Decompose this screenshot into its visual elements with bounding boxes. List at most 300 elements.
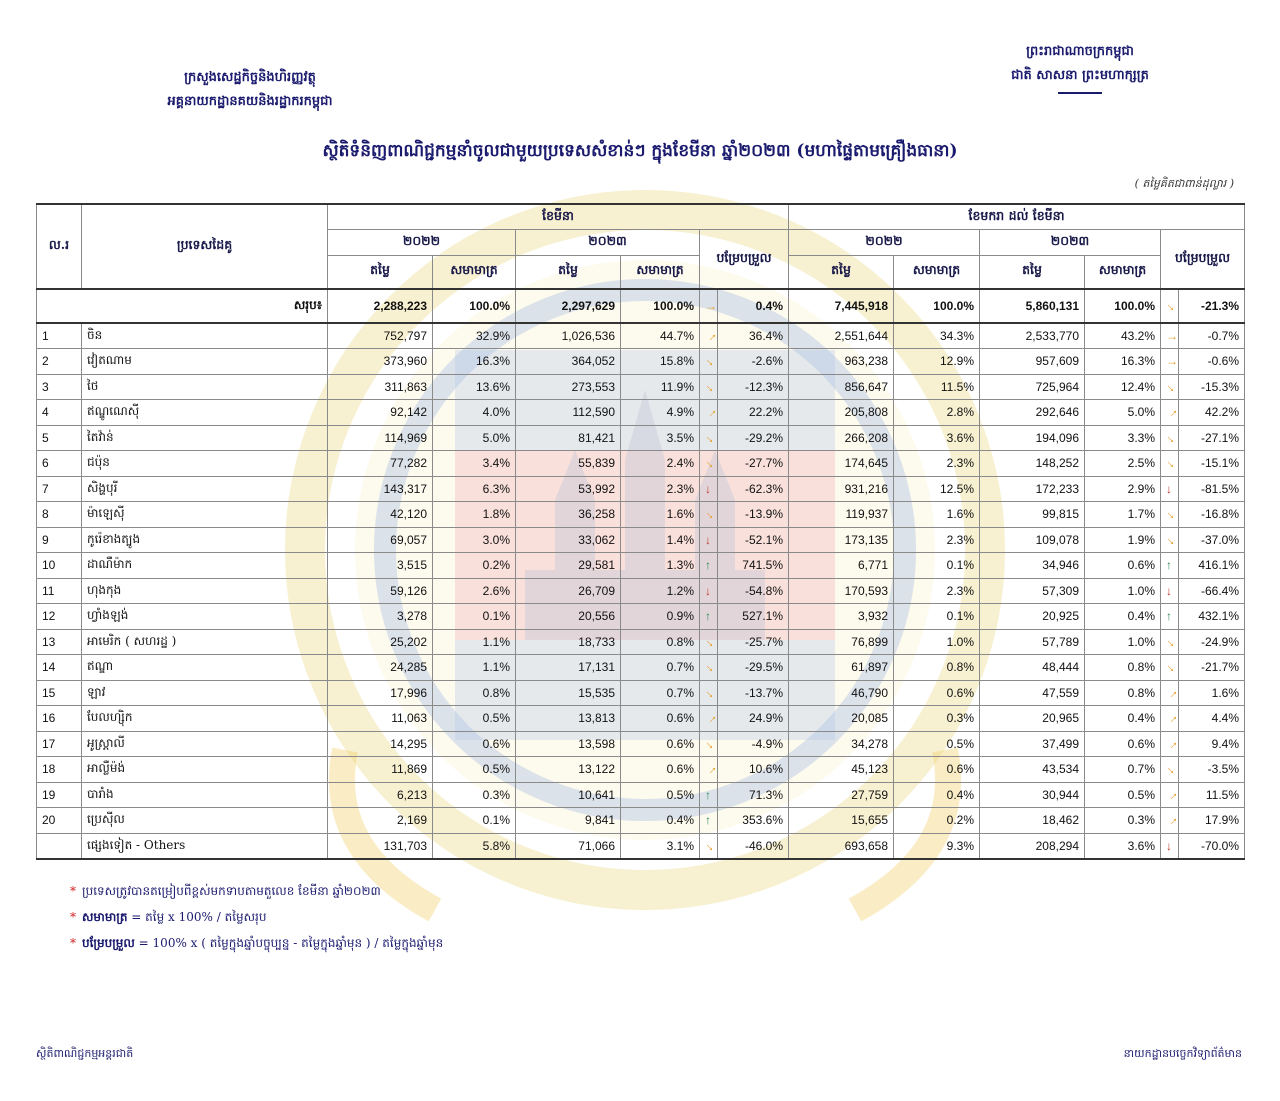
month-2023-value: 71,066 [516, 833, 621, 859]
month-2023-value: 20,556 [516, 604, 621, 630]
ytd-2022-share: 12.9% [894, 349, 980, 375]
department-name: អគ្គនាយកដ្ឋានគយនិងរដ្ឋាករកម្ពុជា [167, 94, 333, 109]
total-ytd-trend-icon [1161, 289, 1182, 323]
ytd-2023-value: 99,815 [980, 502, 1085, 528]
country-name: កូរ៉េខាងត្បូង [82, 527, 328, 553]
table-row [37, 553, 1245, 579]
month-change: -4.9% [718, 731, 789, 757]
down-arrow-icon: ↓ [1166, 481, 1172, 496]
ytd-2023-value: 292,646 [980, 400, 1085, 426]
up-arrow-icon: ↑ [705, 558, 711, 573]
total-ytd-2023-share: 100.0% [1085, 289, 1161, 323]
month-2022-share: 16.3% [433, 349, 516, 375]
month-change: -13.7% [718, 680, 789, 706]
right-arrow-icon: → [705, 299, 717, 313]
ytd-2023-share: 2.5% [1085, 451, 1161, 477]
month-trend-icon [700, 400, 721, 426]
month-trend-icon [700, 374, 721, 400]
ytd-2023-value: 109,078 [980, 527, 1085, 553]
country-name: តៃវ៉ាន់ [82, 425, 328, 451]
group-header-month: ខែមីនា [328, 204, 789, 230]
ytd-2022-share: 11.5% [894, 374, 980, 400]
country-name: ជប៉ុន [82, 451, 328, 477]
month-2022-value: 11,063 [328, 706, 433, 732]
ytd-trend-icon [1161, 808, 1182, 834]
down-right-arrow-icon: → [1162, 505, 1182, 524]
month-2023-value: 13,598 [516, 731, 621, 757]
ytd-2022-share: 12.5% [894, 476, 980, 502]
month-change: 71.3% [718, 782, 789, 808]
month-change: -46.0% [718, 833, 789, 859]
month-2022-share: 0.1% [433, 808, 516, 834]
table-row [37, 808, 1245, 834]
month-2023-share: 0.6% [621, 706, 700, 732]
month-2023-share: 2.4% [621, 451, 700, 477]
ytd-2023-share: 0.7% [1085, 757, 1161, 783]
row-number: 12 [37, 604, 82, 630]
month-trend-icon [700, 833, 721, 859]
ytd-2022-share: 0.1% [894, 553, 980, 579]
month-2022-value: 14,295 [328, 731, 433, 757]
month-2023-share: 11.9% [621, 374, 700, 400]
ytd-trend-icon [1161, 655, 1182, 681]
ytd-change: -0.7% [1179, 323, 1245, 349]
month-2022-share: 0.6% [433, 731, 516, 757]
month-2023-share: 3.1% [621, 833, 700, 859]
up-right-arrow-icon: → [1162, 683, 1182, 702]
table-row [37, 706, 1245, 732]
month-trend-icon [700, 680, 721, 706]
ytd-trend-icon [1161, 476, 1179, 502]
up-right-arrow-icon: → [701, 709, 721, 728]
total-month-2022-share: 100.0% [433, 289, 516, 323]
ytd-2022-value: 3,932 [789, 604, 894, 630]
ytd-2022-share: 2.3% [894, 527, 980, 553]
header-divider [1058, 92, 1102, 94]
month-change: -29.2% [718, 425, 789, 451]
import-statistics-table [36, 203, 1245, 860]
month-trend-icon [700, 604, 718, 630]
ytd-2022-value: 931,216 [789, 476, 894, 502]
ytd-2022-share: 1.0% [894, 629, 980, 655]
month-trend-icon [700, 578, 718, 604]
ministry-name: ក្រសួងសេដ្ឋកិច្ចនិងហិរញ្ញវត្ថុ [184, 70, 316, 85]
country-name: វៀតណាម [82, 349, 328, 375]
ytd-trend-icon [1161, 604, 1179, 630]
table-row [37, 757, 1245, 783]
month-change: 741.5% [718, 553, 789, 579]
ytd-2022-share: 2.3% [894, 451, 980, 477]
table-row [37, 833, 1245, 859]
month-2022-share: 1.1% [433, 655, 516, 681]
share-header: សមាមាត្រ [621, 255, 700, 289]
kingdom-header [960, 40, 1200, 94]
down-right-arrow-icon: → [701, 734, 721, 753]
ytd-change: -37.0% [1179, 527, 1245, 553]
month-change: -13.9% [718, 502, 789, 528]
total-row [37, 289, 1245, 323]
ytd-2023-share: 0.6% [1085, 553, 1161, 579]
table-row [37, 782, 1245, 808]
down-arrow-icon: ↓ [705, 532, 711, 547]
value-header: តម្លៃ [980, 255, 1085, 289]
table-row [37, 604, 1245, 630]
row-number: 17 [37, 731, 82, 757]
row-number: 18 [37, 757, 82, 783]
ytd-2022-value: 15,655 [789, 808, 894, 834]
ytd-change: 4.4% [1179, 706, 1245, 732]
footnote-change-formula: * បម្រែបម្រួល = 100% x ( តម្លៃក្នុងឆ្នាំបច្ចុប្បន្ន - តម្លៃក្នុងឆ្នាំមុន ) / តម្លៃក្នុងឆ្នាំមុន [70, 936, 444, 950]
table-row [37, 629, 1245, 655]
month-2023-value: 81,421 [516, 425, 621, 451]
country-name: ឥណ្ឌូណេស៊ី [82, 400, 328, 426]
month-2023-value: 53,992 [516, 476, 621, 502]
total-month-2022-value: 2,288,223 [328, 289, 433, 323]
country-name: ថៃ [82, 374, 328, 400]
ytd-2022-value: 170,593 [789, 578, 894, 604]
table-row [37, 374, 1245, 400]
down-right-arrow-icon: → [1162, 454, 1182, 473]
month-2022-share: 4.0% [433, 400, 516, 426]
ytd-2023-value: 30,944 [980, 782, 1085, 808]
up-right-arrow-icon: → [1162, 403, 1182, 422]
month-2022-share: 0.1% [433, 604, 516, 630]
ytd-2023-share: 1.7% [1085, 502, 1161, 528]
month-change: 22.2% [718, 400, 789, 426]
month-2022-share: 0.8% [433, 680, 516, 706]
month-2022-value: 92,142 [328, 400, 433, 426]
ytd-change: 416.1% [1179, 553, 1245, 579]
table-row [37, 451, 1245, 477]
month-2022-value: 25,202 [328, 629, 433, 655]
ytd-trend-icon [1161, 425, 1182, 451]
ytd-2022-share: 0.6% [894, 757, 980, 783]
month-2023-value: 26,709 [516, 578, 621, 604]
asterisk-icon: * [70, 910, 76, 924]
value-header: តម្លៃ [516, 255, 621, 289]
ytd-trend-icon [1161, 680, 1182, 706]
month-2022-share: 3.4% [433, 451, 516, 477]
month-2023-share: 1.3% [621, 553, 700, 579]
month-trend-icon [700, 782, 718, 808]
table-row [37, 502, 1245, 528]
ytd-trend-icon [1161, 349, 1179, 375]
ytd-2023-share: 0.8% [1085, 680, 1161, 706]
month-2022-value: 2,169 [328, 808, 433, 834]
ytd-2022-share: 2.3% [894, 578, 980, 604]
country-name: ហុងកុង [82, 578, 328, 604]
ytd-change: -66.4% [1179, 578, 1245, 604]
ytd-2022-share: 0.4% [894, 782, 980, 808]
down-right-arrow-icon: → [701, 632, 721, 651]
up-arrow-icon: ↑ [705, 813, 711, 828]
row-number: 20 [37, 808, 82, 834]
ytd-2023-value: 20,925 [980, 604, 1085, 630]
ytd-change: -0.6% [1179, 349, 1245, 375]
ytd-2023-share: 3.3% [1085, 425, 1161, 451]
month-2023-share: 0.7% [621, 655, 700, 681]
month-2022-share: 5.8% [433, 833, 516, 859]
asterisk-icon: * [70, 884, 76, 898]
month-2023-share: 44.7% [621, 323, 700, 349]
country-name: ដាណឺម៉ាក [82, 553, 328, 579]
month-2023-share: 0.6% [621, 731, 700, 757]
up-arrow-icon: ↑ [1166, 558, 1172, 573]
value-header: តម្លៃ [789, 255, 894, 289]
up-right-arrow-icon: → [701, 760, 721, 779]
asterisk-icon: * [70, 936, 76, 950]
ytd-2023-value: 47,559 [980, 680, 1085, 706]
col-header-no: ល.រ [37, 204, 82, 289]
month-2023-value: 29,581 [516, 553, 621, 579]
ytd-2022-value: 205,808 [789, 400, 894, 426]
ytd-change: -21.7% [1179, 655, 1245, 681]
ytd-2023-value: 172,233 [980, 476, 1085, 502]
national-motto: ជាតិ សាសនា ព្រះមហាក្សត្រ [1011, 68, 1149, 83]
value-header: តម្លៃ [328, 255, 433, 289]
country-name: សិង្ហបុរី [82, 476, 328, 502]
footer-left: ស្ថិតិពាណិជ្ជកម្មអន្តរជាតិ [36, 1047, 134, 1060]
ytd-2023-share: 0.5% [1085, 782, 1161, 808]
ytd-2022-value: 34,278 [789, 731, 894, 757]
ytd-2023-share: 0.6% [1085, 731, 1161, 757]
footnote-share-formula: * សមាមាត្រ = តម្លៃ x 100% / តម្លៃសរុប [70, 910, 267, 924]
month-2022-share: 13.6% [433, 374, 516, 400]
right-arrow-icon: → [1166, 354, 1178, 369]
ytd-2023-share: 12.4% [1085, 374, 1161, 400]
ytd-change: 11.5% [1179, 782, 1245, 808]
table-row [37, 323, 1245, 349]
table-row [37, 425, 1245, 451]
total-month-trend-icon [700, 289, 718, 323]
up-right-arrow-icon: → [1162, 734, 1182, 753]
month-2023-value: 10,641 [516, 782, 621, 808]
ytd-2022-value: 46,790 [789, 680, 894, 706]
unit-note: ( តម្លៃគិតជាពាន់ដុល្លារ ) [1134, 177, 1234, 190]
total-ytd-2023-value: 5,860,131 [980, 289, 1085, 323]
month-2022-value: 11,869 [328, 757, 433, 783]
year-header-month-2023: ២០២៣ [516, 230, 700, 256]
month-2022-value: 143,317 [328, 476, 433, 502]
month-trend-icon [700, 527, 718, 553]
down-arrow-icon: ↓ [1166, 583, 1172, 598]
month-2022-value: 24,285 [328, 655, 433, 681]
ytd-2023-share: 0.4% [1085, 706, 1161, 732]
country-name: អាល្លឺម៉ង់ [82, 757, 328, 783]
total-month-change: 0.4% [718, 289, 789, 323]
ytd-change: 17.9% [1179, 808, 1245, 834]
row-number: 13 [37, 629, 82, 655]
up-right-arrow-icon: → [701, 403, 721, 422]
month-2022-value: 3,278 [328, 604, 433, 630]
ytd-change: 42.2% [1179, 400, 1245, 426]
ytd-change: -3.5% [1179, 757, 1245, 783]
ytd-2023-share: 1.9% [1085, 527, 1161, 553]
total-ytd-2022-value: 7,445,918 [789, 289, 894, 323]
row-number [37, 833, 82, 859]
country-name: ប្រេស៊ីល [82, 808, 328, 834]
share-header: សមាមាត្រ [894, 255, 980, 289]
total-ytd-change: -21.3% [1179, 289, 1245, 323]
ytd-2022-share: 0.5% [894, 731, 980, 757]
country-name: ចិន [82, 323, 328, 349]
row-number: 8 [37, 502, 82, 528]
month-change: -62.3% [718, 476, 789, 502]
month-2023-value: 273,553 [516, 374, 621, 400]
ytd-change: -15.3% [1179, 374, 1245, 400]
ytd-trend-icon [1161, 629, 1182, 655]
ytd-2023-share: 43.2% [1085, 323, 1161, 349]
month-change: -25.7% [718, 629, 789, 655]
ytd-2023-value: 194,096 [980, 425, 1085, 451]
up-arrow-icon: ↑ [705, 787, 711, 802]
month-change: 24.9% [718, 706, 789, 732]
ytd-change: -24.9% [1179, 629, 1245, 655]
ytd-trend-icon [1161, 578, 1179, 604]
footnote-sorting: * ប្រទេសត្រូវបានតម្រៀបពីខ្ពស់មកទាបតាមតួលេខ ខែមីនា ឆ្នាំ២០២៣ [70, 884, 381, 898]
month-2023-share: 0.9% [621, 604, 700, 630]
ytd-2023-value: 725,964 [980, 374, 1085, 400]
month-trend-icon [700, 425, 721, 451]
down-right-arrow-icon: → [1162, 428, 1182, 447]
down-arrow-icon: ↓ [705, 583, 711, 598]
row-number: 5 [37, 425, 82, 451]
ytd-change: -16.8% [1179, 502, 1245, 528]
year-header-month-2022: ២០២២ [328, 230, 516, 256]
row-number: 4 [37, 400, 82, 426]
row-number: 7 [37, 476, 82, 502]
ytd-trend-icon [1161, 451, 1182, 477]
ytd-2023-value: 37,499 [980, 731, 1085, 757]
kingdom-name: ព្រះរាជាណាចក្រកម្ពុជា [1026, 44, 1134, 59]
month-2023-share: 1.4% [621, 527, 700, 553]
row-number: 10 [37, 553, 82, 579]
ytd-change: -81.5% [1179, 476, 1245, 502]
row-number: 3 [37, 374, 82, 400]
row-number: 16 [37, 706, 82, 732]
month-2023-share: 0.5% [621, 782, 700, 808]
down-right-arrow-icon: → [701, 377, 721, 396]
ytd-2022-value: 174,645 [789, 451, 894, 477]
ytd-trend-icon [1161, 527, 1182, 553]
down-arrow-icon: ↓ [705, 481, 711, 496]
ytd-2022-share: 0.1% [894, 604, 980, 630]
year-header-ytd-2023: ២០២៣ [980, 230, 1161, 256]
month-2022-value: 131,703 [328, 833, 433, 859]
row-number: 9 [37, 527, 82, 553]
ytd-2023-value: 48,444 [980, 655, 1085, 681]
country-name: ឥណ្ឌា [82, 655, 328, 681]
month-2022-share: 2.6% [433, 578, 516, 604]
month-2022-value: 3,515 [328, 553, 433, 579]
ytd-2022-value: 76,899 [789, 629, 894, 655]
month-2022-share: 32.9% [433, 323, 516, 349]
month-trend-icon [700, 502, 721, 528]
footer-right: នាយកដ្ឋានបច្ចេកវិទ្យាព័ត៌មាន [1123, 1047, 1242, 1060]
ytd-2023-value: 18,462 [980, 808, 1085, 834]
month-2023-value: 36,258 [516, 502, 621, 528]
ytd-2023-value: 57,309 [980, 578, 1085, 604]
up-right-arrow-icon: → [1162, 709, 1182, 728]
ytd-2022-value: 119,937 [789, 502, 894, 528]
down-right-arrow-icon: → [701, 454, 721, 473]
ytd-2022-share: 0.2% [894, 808, 980, 834]
ytd-2023-value: 57,789 [980, 629, 1085, 655]
ytd-2022-value: 45,123 [789, 757, 894, 783]
ytd-2023-value: 20,965 [980, 706, 1085, 732]
ministry-header [120, 66, 380, 114]
row-number: 1 [37, 323, 82, 349]
ytd-change: -70.0% [1179, 833, 1245, 859]
month-2022-value: 752,797 [328, 323, 433, 349]
country-name: បែលហ្ស៊ិក [82, 706, 328, 732]
ytd-change: 432.1% [1179, 604, 1245, 630]
month-change: 10.6% [718, 757, 789, 783]
row-number: 11 [37, 578, 82, 604]
change-header-ytd: បម្រែបម្រួល [1161, 230, 1245, 290]
ytd-2022-value: 61,897 [789, 655, 894, 681]
ytd-2022-value: 963,238 [789, 349, 894, 375]
ytd-2023-share: 0.8% [1085, 655, 1161, 681]
up-right-arrow-icon: → [701, 326, 721, 346]
month-2022-value: 17,996 [328, 680, 433, 706]
month-trend-icon [700, 808, 718, 834]
total-label: សរុប៖ [37, 289, 328, 323]
ytd-trend-icon [1161, 706, 1182, 732]
down-right-arrow-icon: → [701, 428, 721, 447]
ytd-trend-icon [1161, 782, 1182, 808]
ytd-2022-share: 1.6% [894, 502, 980, 528]
month-trend-icon [700, 451, 721, 477]
down-right-arrow-icon: → [1162, 296, 1182, 316]
ytd-trend-icon [1161, 323, 1179, 349]
month-trend-icon [700, 349, 721, 375]
down-right-arrow-icon: → [701, 658, 721, 677]
down-right-arrow-icon: → [1162, 530, 1182, 549]
country-name: ម៉ាឡេស៊ី [82, 502, 328, 528]
month-2023-share: 3.5% [621, 425, 700, 451]
ytd-2022-value: 266,208 [789, 425, 894, 451]
ytd-2022-value: 27,759 [789, 782, 894, 808]
ytd-change: 9.4% [1179, 731, 1245, 757]
up-arrow-icon: ↑ [1166, 609, 1172, 624]
table-row [37, 655, 1245, 681]
month-2023-share: 2.3% [621, 476, 700, 502]
row-number: 2 [37, 349, 82, 375]
month-2023-share: 0.8% [621, 629, 700, 655]
down-right-arrow-icon: → [701, 836, 721, 855]
month-2023-value: 18,733 [516, 629, 621, 655]
month-2023-value: 364,052 [516, 349, 621, 375]
month-2023-share: 0.4% [621, 808, 700, 834]
down-right-arrow-icon: → [701, 352, 721, 371]
up-right-arrow-icon: → [1162, 811, 1182, 830]
share-header: សមាមាត្រ [1085, 255, 1161, 289]
month-change: -2.6% [718, 349, 789, 375]
month-2022-share: 0.5% [433, 706, 516, 732]
ytd-2023-value: 43,534 [980, 757, 1085, 783]
ytd-2023-share: 2.9% [1085, 476, 1161, 502]
total-ytd-2022-share: 100.0% [894, 289, 980, 323]
month-2022-share: 0.3% [433, 782, 516, 808]
ytd-change: -27.1% [1179, 425, 1245, 451]
ytd-2022-share: 34.3% [894, 323, 980, 349]
total-month-2023-value: 2,297,629 [516, 289, 621, 323]
ytd-2022-value: 856,647 [789, 374, 894, 400]
month-2022-value: 69,057 [328, 527, 433, 553]
ytd-2023-share: 16.3% [1085, 349, 1161, 375]
ytd-2023-value: 34,946 [980, 553, 1085, 579]
